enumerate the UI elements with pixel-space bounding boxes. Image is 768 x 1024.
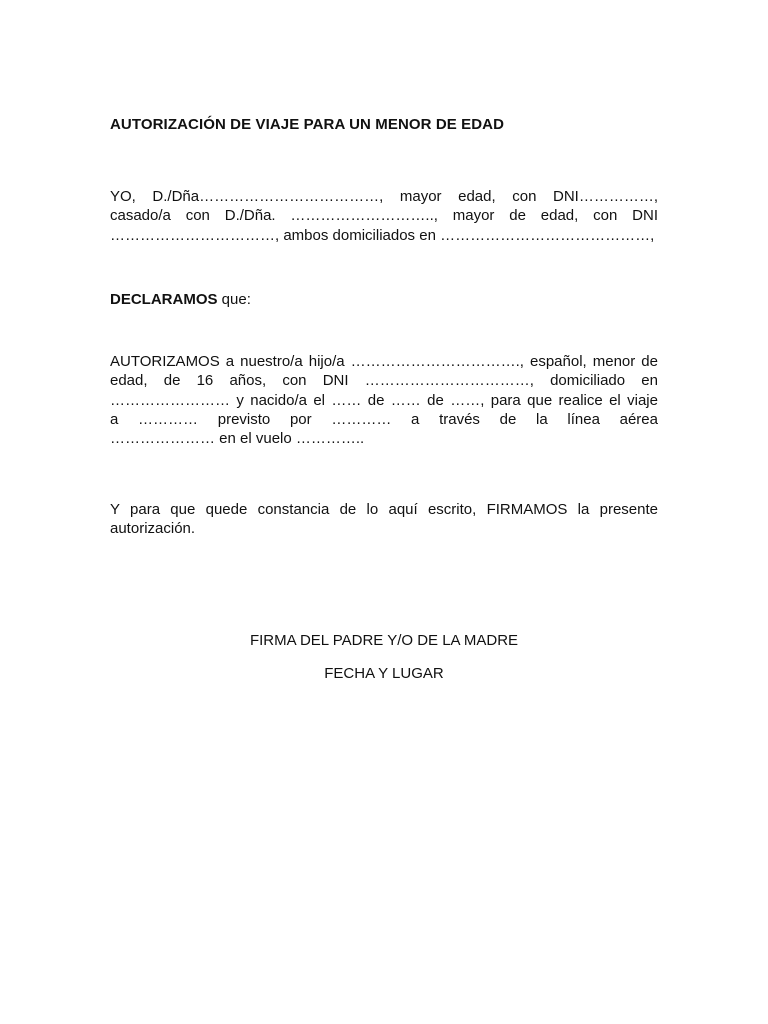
paragraph-line: ………………… en el vuelo ………….. (110, 430, 365, 448)
paragraph-line (110, 290, 658, 309)
signature-label: FIRMA DEL PADRE Y/O DE LA MADRE (249, 632, 519, 649)
date-place-label: FECHA Y LUGAR (324, 665, 444, 682)
document-title: AUTORIZACIÓN DE VIAJE PARA UN MENOR DE EDAD (110, 116, 505, 133)
paragraph-line: autorización. (110, 520, 196, 538)
paragraph-line: edad, de 16 años, con DNI ……………………………, domiciliado en (110, 372, 658, 390)
paragraph-line: Y para que quede constancia de lo aquí escrito, FIRMAMOS la presente (110, 501, 658, 518)
paragraph-line: YO, D./Dña………………………………, mayor edad, con DNI……………, (110, 188, 658, 205)
closing-paragraph (110, 500, 658, 539)
paragraph-line: casado/a con D./Dña. ……………………….., mayor de edad, con DNI (110, 207, 658, 225)
paragraph-line: a ………… previsto por ………… a través de la línea aérea (110, 410, 658, 428)
declaramos-keyword: DECLARAMOS (110, 291, 218, 308)
paragraph-line: …………………… y nacido/a el …… de …… de ……, para que realice el viaje (110, 391, 658, 409)
paragraph-line: AUTORIZAMOS a nuestro/a hijo/a ……………………………., español, menor de (110, 353, 658, 370)
paragraph-line: ……………………………, ambos domiciliados en ……………………………………, (110, 226, 655, 244)
authorization-paragraph (110, 352, 658, 448)
declaration-rest: que: (217, 291, 251, 308)
parents-identification-paragraph (110, 187, 658, 245)
declaration-paragraph (110, 290, 658, 309)
